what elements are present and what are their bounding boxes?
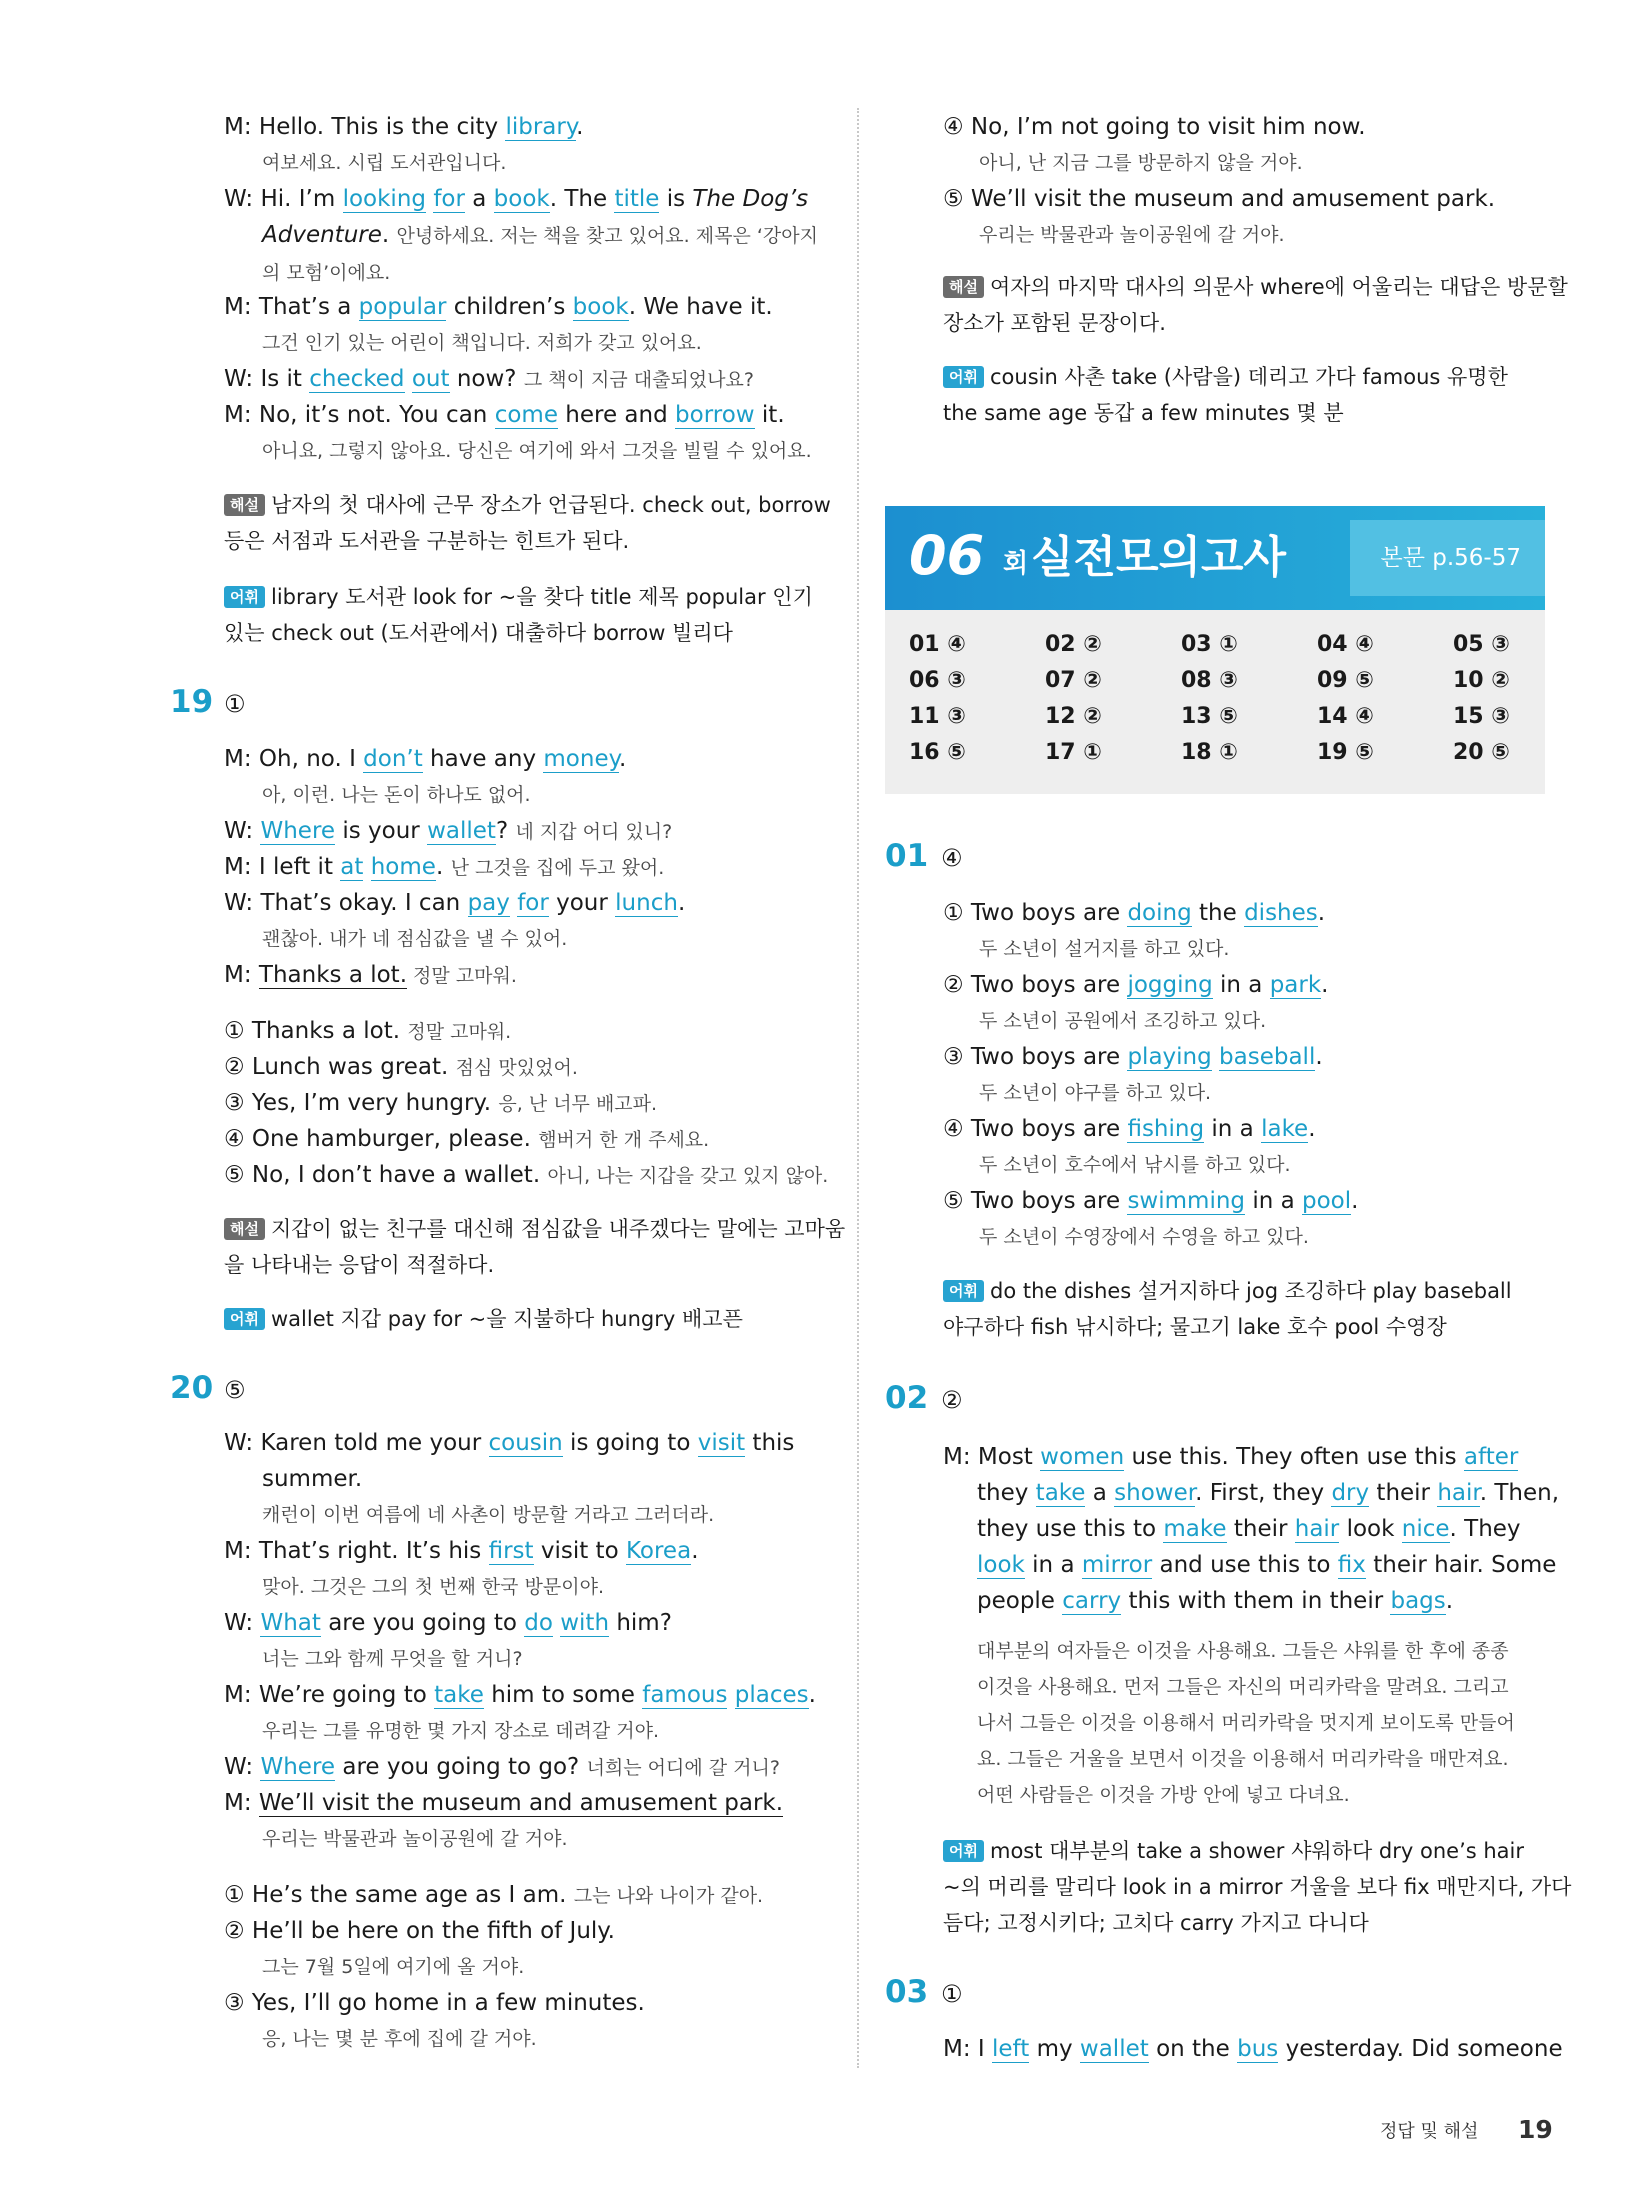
question-answer: ⑤ <box>224 1376 246 1404</box>
answer-key-item: 15 ③ <box>1453 704 1510 729</box>
translation-line: 이것을 사용해요. 먼저 그들은 자신의 머리카락을 말려요. 그리고 <box>977 1676 1509 1698</box>
translation-line: 우리는 박물관과 놀이공원에 갈 거야. <box>262 1828 568 1850</box>
question-answer: ① <box>941 1980 963 2008</box>
test-number: 06 <box>909 524 985 587</box>
dialogue-line: Adventure. 안녕하세요. 저는 책을 찾고 있어요. 제목은 ‘강아지 <box>262 222 818 248</box>
dialogue-line: W: That’s okay. I can pay for your lunch. <box>224 890 686 916</box>
translation-line: 그건 인기 있는 어린이 책입니다. 저희가 갖고 있어요. <box>262 332 702 354</box>
vocabulary-note: 어휘 wallet 지갑 pay for ~을 지불하다 hungry 배고픈 <box>224 1304 743 1334</box>
dialogue-line: W: Is it checked out now? 그 책이 지금 대출되었나요? <box>224 366 754 392</box>
answer-key-item: 11 ③ <box>909 704 966 729</box>
section-header <box>885 506 1545 610</box>
answer-key-item: 10 ② <box>1453 668 1510 693</box>
dialogue-line: they use this to make their hair look nice. They <box>977 1516 1521 1542</box>
answer-option: ③ Yes, I’m very hungry. 응, 난 너무 배고파. <box>224 1090 658 1116</box>
vocabulary-note: 어휘 most 대부분의 take a shower 샤워하다 dry one’s hair <box>943 1836 1524 1866</box>
question-number: 03 <box>885 1974 929 2010</box>
vocabulary-note: 야구하다 fish 낚시하다; 물고기 lake 호수 pool 수영장 <box>943 1315 1447 1339</box>
question-answer: ④ <box>941 844 963 872</box>
dialogue-line: look in a mirror and use this to fix their hair. Some <box>977 1552 1557 1578</box>
answer-key-item: 02 ② <box>1045 632 1102 657</box>
test-number-suffix: 회 <box>1003 549 1029 579</box>
question-number: 19 <box>170 684 214 720</box>
question-answer: ① <box>224 690 246 718</box>
answer-key-item: 18 ① <box>1181 740 1238 765</box>
translation-line: 요. 그들은 거울을 보면서 이것을 이용해서 머리카락을 매만져요. <box>977 1748 1509 1770</box>
dialogue-line: W: Where are you going to go? 너희는 어디에 갈 거니? <box>224 1754 780 1780</box>
translation-line: 그는 7월 5일에 여기에 올 거야. <box>262 1956 525 1978</box>
answer-option: ④ No, I’m not going to visit him now. <box>943 114 1366 140</box>
answer-key-item: 16 ⑤ <box>909 740 966 765</box>
dialogue-line: W: What are you going to do with him? <box>224 1610 672 1636</box>
dialogue-line: W: Karen told me your cousin is going to visit this <box>224 1430 795 1456</box>
vocabulary-note: 어휘 do the dishes 설거지하다 jog 조깅하다 play baseball <box>943 1276 1512 1306</box>
translation-line: 나서 그들은 이것을 이용해서 머리카락을 멋지게 보이도록 만들어 <box>977 1712 1515 1734</box>
textbook-page-ref: 본문 p.56-57 <box>1350 520 1545 596</box>
answer-key-item: 01 ④ <box>909 632 966 657</box>
translation-line: 아니요, 그렇지 않아요. 당신은 여기에 와서 그것을 빌릴 수 있어요. <box>262 440 812 462</box>
dialogue-line: M: That’s a popular children’s book. We have it. <box>224 294 773 320</box>
vocabulary-note: 어휘 library 도서관 look for ~을 찾다 title 제목 popular 인기 <box>224 582 813 612</box>
dialogue-line: M: I left it at home. 난 그것을 집에 두고 왔어. <box>224 854 665 880</box>
dialogue-line: M: That’s right. It’s his first visit to Korea. <box>224 1538 699 1564</box>
answer-key-item: 13 ⑤ <box>1181 704 1238 729</box>
translation-line: 두 소년이 야구를 하고 있다. <box>979 1082 1212 1104</box>
dialogue-line: they take a shower. First, they dry their hair. Then, <box>977 1480 1560 1506</box>
answer-option: ① Thanks a lot. 정말 고마워. <box>224 1018 512 1044</box>
answer-option: ① Two boys are doing the dishes. <box>943 900 1326 926</box>
dialogue-line: M: Hello. This is the city library. <box>224 114 584 140</box>
answer-key-item: 05 ③ <box>1453 632 1510 657</box>
translation-line: 어떤 사람들은 이것을 가방 안에 넣고 다녀요. <box>977 1784 1350 1806</box>
dialogue-line: M: Oh, no. I don’t have any money. <box>224 746 627 772</box>
translation-line: 응, 나는 몇 분 후에 집에 갈 거야. <box>262 2028 537 2050</box>
dialogue-line: W: Hi. I’m looking for a book. The title is The Dog’s <box>224 186 809 212</box>
explanation-note: 을 나타내는 응답이 적절하다. <box>224 1253 495 1277</box>
dialogue-line: people carry this with them in their bags. <box>977 1588 1454 1614</box>
explanation-note: 등은 서점과 도서관을 구분하는 힌트가 된다. <box>224 529 630 553</box>
translation-line: 아니, 난 지금 그를 방문하지 않을 거야. <box>979 152 1303 174</box>
answer-key-item: 08 ③ <box>1181 668 1238 693</box>
explanation-note: 해설 지갑이 없는 친구를 대신해 점심값을 내주겠다는 말에는 고마움 <box>224 1214 845 1244</box>
section-title: 실전모의고사 <box>1031 532 1287 583</box>
translation-line: 우리는 박물관과 놀이공원에 갈 거야. <box>979 224 1285 246</box>
vocabulary-note: 듬다; 고정시키다; 고치다 carry 가지고 다니다 <box>943 1911 1369 1935</box>
answer-key-item: 07 ② <box>1045 668 1102 693</box>
translation-line: 두 소년이 호수에서 낚시를 하고 있다. <box>979 1154 1291 1176</box>
answer-key-item: 17 ① <box>1045 740 1102 765</box>
answer-option: ① He’s the same age as I am. 그는 나와 나이가 같아. <box>224 1882 764 1908</box>
dialogue-line: M: I left my wallet on the bus yesterday. Did someone <box>943 2036 1563 2062</box>
answer-key-item: 09 ⑤ <box>1317 668 1374 693</box>
explanation-note: 해설 남자의 첫 대사에 근무 장소가 언급된다. check out, borrow <box>224 490 831 520</box>
answer-option: ⑤ We’ll visit the museum and amusement park. <box>943 186 1496 212</box>
translation-line: 맞아. 그것은 그의 첫 번째 한국 방문이야. <box>262 1576 604 1598</box>
answer-key-item: 12 ② <box>1045 704 1102 729</box>
column-divider <box>857 108 859 2068</box>
question-number: 02 <box>885 1380 929 1416</box>
dialogue-line: M: Most women use this. They often use this after <box>943 1444 1519 1470</box>
translation-line: 두 소년이 설거지를 하고 있다. <box>979 938 1230 960</box>
answer-option: ② He’ll be here on the fifth of July. <box>224 1918 615 1944</box>
answer-option: ④ One hamburger, please. 햄버거 한 개 주세요. <box>224 1126 710 1152</box>
translation-line: 우리는 그를 유명한 몇 가지 장소로 데려갈 거야. <box>262 1720 660 1742</box>
translation-line: 아, 이런. 나는 돈이 하나도 없어. <box>262 784 531 806</box>
dialogue-line: summer. <box>262 1466 363 1492</box>
translation-line: 괜찮아. 내가 네 점심값을 낼 수 있어. <box>262 928 568 950</box>
page-number: 19 <box>1518 2115 1553 2144</box>
answer-key-item: 04 ④ <box>1317 632 1374 657</box>
translation-line: 대부분의 여자들은 이것을 사용해요. 그들은 샤워를 한 후에 종종 <box>977 1640 1509 1662</box>
translation-line: 캐런이 이번 여름에 네 사촌이 방문할 거라고 그러더라. <box>262 1504 715 1526</box>
translation-line: 여보세요. 시립 도서관입니다. <box>262 152 507 174</box>
explanation-note: 장소가 포함된 문장이다. <box>943 311 1166 335</box>
answer-key-item: 19 ⑤ <box>1317 740 1374 765</box>
vocabulary-note: 있는 check out (도서관에서) 대출하다 borrow 빌리다 <box>224 621 733 645</box>
translation-line: 의 모험’이에요. <box>262 262 391 284</box>
dialogue-line: M: No, it’s not. You can come here and borrow it. <box>224 402 785 428</box>
answer-key-grid <box>885 610 1545 794</box>
answer-option: ⑤ Two boys are swimming in a pool. <box>943 1188 1359 1214</box>
footer-label: 정답 및 해설 <box>1380 2121 1479 2142</box>
answer-key-item: 06 ③ <box>909 668 966 693</box>
answer-option: ② Lunch was great. 점심 맛있었어. <box>224 1054 578 1080</box>
question-answer: ② <box>941 1386 963 1414</box>
dialogue-line: M: We’re going to take him to some famous places. <box>224 1682 816 1708</box>
answer-key-item: 14 ④ <box>1317 704 1374 729</box>
answer-key-item: 03 ① <box>1181 632 1238 657</box>
vocabulary-note: ~의 머리를 말리다 look in a mirror 거울을 보다 fix 매만지다, 가다 <box>943 1875 1572 1899</box>
dialogue-line: M: We’ll visit the museum and amusement park. <box>224 1790 784 1816</box>
question-number: 01 <box>885 838 929 874</box>
question-number: 20 <box>170 1370 214 1406</box>
answer-key-item: 20 ⑤ <box>1453 740 1510 765</box>
translation-line: 두 소년이 공원에서 조깅하고 있다. <box>979 1010 1267 1032</box>
explanation-note: 해설 여자의 마지막 대사의 의문사 where에 어울리는 대답은 방문할 <box>943 272 1568 302</box>
answer-option: ② Two boys are jogging in a park. <box>943 972 1329 998</box>
answer-option: ③ Two boys are playing baseball. <box>943 1044 1323 1070</box>
answer-option: ⑤ No, I don’t have a wallet. 아니, 나는 지갑을 갖고 있지 않아. <box>224 1162 829 1188</box>
translation-line: 두 소년이 수영장에서 수영을 하고 있다. <box>979 1226 1309 1248</box>
dialogue-line: W: Where is your wallet? 네 지갑 어디 있니? <box>224 818 673 844</box>
dialogue-line: M: Thanks a lot. 정말 고마워. <box>224 962 517 988</box>
translation-line: 너는 그와 함께 무엇을 할 거니? <box>262 1648 523 1670</box>
answer-option: ③ Yes, I’ll go home in a few minutes. <box>224 1990 645 2016</box>
answer-option: ④ Two boys are fishing in a lake. <box>943 1116 1316 1142</box>
vocabulary-note: the same age 동갑 a few minutes 몇 분 <box>943 401 1344 425</box>
vocabulary-note: 어휘 cousin 사촌 take (사람을) 데리고 가다 famous 유명한 <box>943 362 1508 392</box>
